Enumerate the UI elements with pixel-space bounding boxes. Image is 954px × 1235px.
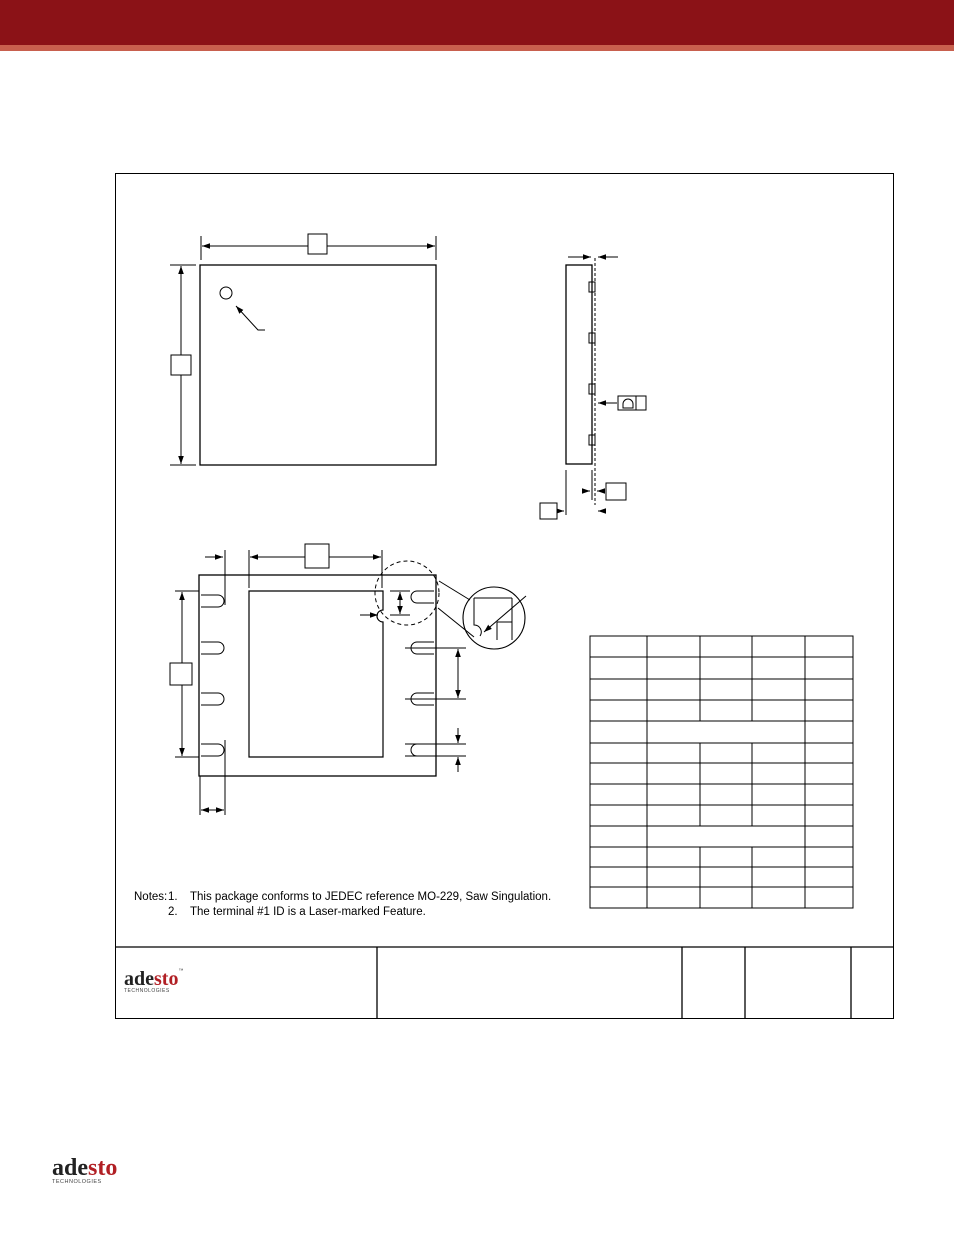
note-number: 2. <box>168 906 178 918</box>
footer-logo: adesto TECHNOLOGIES <box>52 1155 118 1185</box>
note-text: The terminal #1 ID is a Laser-marked Feature. <box>190 906 426 918</box>
title-block-logo: adesto™ TECHNOLOGIES <box>124 968 184 994</box>
dimension-table <box>590 636 853 908</box>
bottom-view <box>170 544 526 815</box>
top-view <box>170 234 436 465</box>
note-number: 1. <box>168 891 178 903</box>
notes <box>134 890 551 920</box>
side-view <box>540 257 646 519</box>
note-text: This package conforms to JEDEC reference MO-229, Saw Singulation. <box>190 891 552 903</box>
notes-lead: Notes: <box>134 891 168 903</box>
title-block <box>116 947 893 1018</box>
